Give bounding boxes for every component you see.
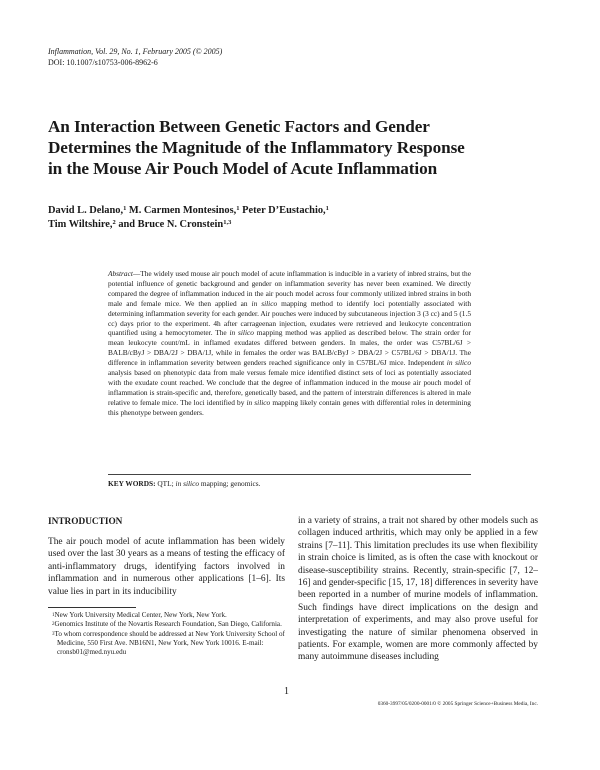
abstract-text: —The widely used mouse air pouch model of acute inflammation is inducible in a variety of inbred strains, but the potential influence of genetic background and gender on inflammation severity has never been examined. We directly compared the degree of inflammation induced in the air pouch model across four commonly utilized inbred strains in both male and female mice. We then applied an <box>108 269 471 308</box>
footnote-divider <box>48 607 136 608</box>
abstract-text: mapping method to identify loci potentially associated with determining inflammation severity for each gender. Air pouches were induced by subcutaneous injection 3 (3 cc) and 5 (1.5 cc) days prior to the experiment. 4h after carrageenan injection, exudates were retrieved and leukocyte concentration quantified using a hemocytometer. The <box>108 298 471 338</box>
author-affiliation-mark: 1 <box>236 205 240 212</box>
abstract-text: mapping likely contain genes with differential roles in determining this phenotype between genders. <box>108 397 471 417</box>
footnote-text: New York University Medical Center, New York, New York. <box>54 611 227 619</box>
keyword-text: mapping; genomics. <box>199 479 261 488</box>
author-affiliation-mark: 1,3 <box>223 219 232 226</box>
author-name: David L. Delano, <box>48 205 124 216</box>
intro-right-column: in a variety of strains, a trait not shared by other models such as collagen induced arthritis, which may only be applied in a few strains [7–11]. This limitation precludes its use when flexibility in strain choice is limited, as is often the case with knockout or disease-susceptibility strains. Recently, strain-specific [7, 12–16] and gender-specific [15, 17, 18] differences in severity have been reported in a number of murine models of inflammation. Such findings have direct implications on the design and interpretation of experiments, and may also prove useful for investigating the nature of similar phenomena observed in patients. For example, women are more commonly affected by many autoimmune diseases including <box>298 516 538 663</box>
abstract-text: analysis based on phenotypic data from male versus female mice identified distinct sets of loci as potentially associated with the exudate count reached. We conclude that the degree of inflammation induced in the mouse air pouch model of inflammation is strain-specific and, therefore, genetically based, and the pattern of interstrain differences is altered in male relative to female mice. The loci identified by <box>108 368 471 407</box>
title-line-1: An Interaction Between Genetic Factors and Gender <box>48 117 430 136</box>
title-line-2: Determines the Magnitude of the Inflammatory Response <box>48 138 465 157</box>
abstract-emphasis: in silico <box>229 328 254 338</box>
keyword-text: QTL; <box>155 479 176 488</box>
keyword-emphasis: in silico <box>175 479 200 488</box>
abstract-text: mapping method was applied as described below. The strain order for mean leukocyte count/mL in inflamed exudates differed between genders. In males, the order was C57BL/6J > BALB/cByJ > DBA/2J > DBA/1J, while in females the order was BALB/cByJ > DBA/2J > C57BL/6J > DBA/1J. The difference in inflammation severity between genders reached significance only in C57BL/6J mice. Independent <box>108 328 471 368</box>
footnote-text: Genomics Institute of the Novartis Research Foundation, San Diego, California. <box>54 620 282 629</box>
keywords-label: KEY WORDS: <box>108 479 156 488</box>
abstract <box>108 269 471 418</box>
keywords <box>108 479 471 489</box>
author-name: Peter D’Eustachio, <box>239 205 326 216</box>
author-name: M. Carmen Montesinos, <box>126 205 237 216</box>
author-name: Tim Wiltshire, <box>48 219 113 230</box>
author-affiliation-mark: 2 <box>112 219 116 226</box>
author-affiliation-mark: 1 <box>325 205 329 212</box>
footnotes <box>48 611 288 657</box>
author-list <box>48 204 528 232</box>
page-number: 1 <box>284 686 289 697</box>
footnote-text: To whom correspondence should be addressed at New York University School of Medicine, 550 First Ave. NB16N1, New York, New York 10016. E-mail: cronsb01@med.nyu.edu <box>54 629 285 657</box>
abstract-label: Abstract <box>108 269 133 278</box>
footnote-mark: 1 <box>52 613 55 618</box>
intro-left-column: The air pouch model of acute inflammation has been widely used over the last 30 years as a means of testing the efficacy of anti-inflammatory drugs, identifying factors involved in inflammation and in numerous other applications [1–6]. Its value lies in part in its inducibility <box>48 537 285 597</box>
journal-citation: Inflammation, Vol. 29, No. 1, February 2005 (© 2005) <box>48 47 223 56</box>
abstract-emphasis: in silico <box>446 358 471 368</box>
footnote-1 <box>48 611 288 620</box>
footnote-mark: 2 <box>52 622 55 628</box>
author-affiliation-mark: 1 <box>123 205 127 212</box>
footnote-mark: 3 <box>52 631 55 637</box>
journal-header <box>48 46 222 68</box>
footnote-3 <box>48 630 288 658</box>
title-line-3: in the Mouse Air Pouch Model of Acute Inflammation <box>48 159 438 178</box>
keywords-divider <box>108 474 471 475</box>
abstract-emphasis: in silico <box>246 397 271 407</box>
doi: DOI: 10.1007/s10753-006-8962-6 <box>48 58 158 67</box>
footnote-2 <box>48 620 288 629</box>
author-name: and Bruce N. Cronstein <box>115 219 224 230</box>
article-title <box>48 116 548 179</box>
section-heading: INTRODUCTION <box>48 517 123 527</box>
issn-copyright: 0360-3997/05/0200-0001/0 © 2005 Springer Science+Business Media, Inc. <box>377 701 538 707</box>
abstract-emphasis: in silico <box>251 298 278 308</box>
